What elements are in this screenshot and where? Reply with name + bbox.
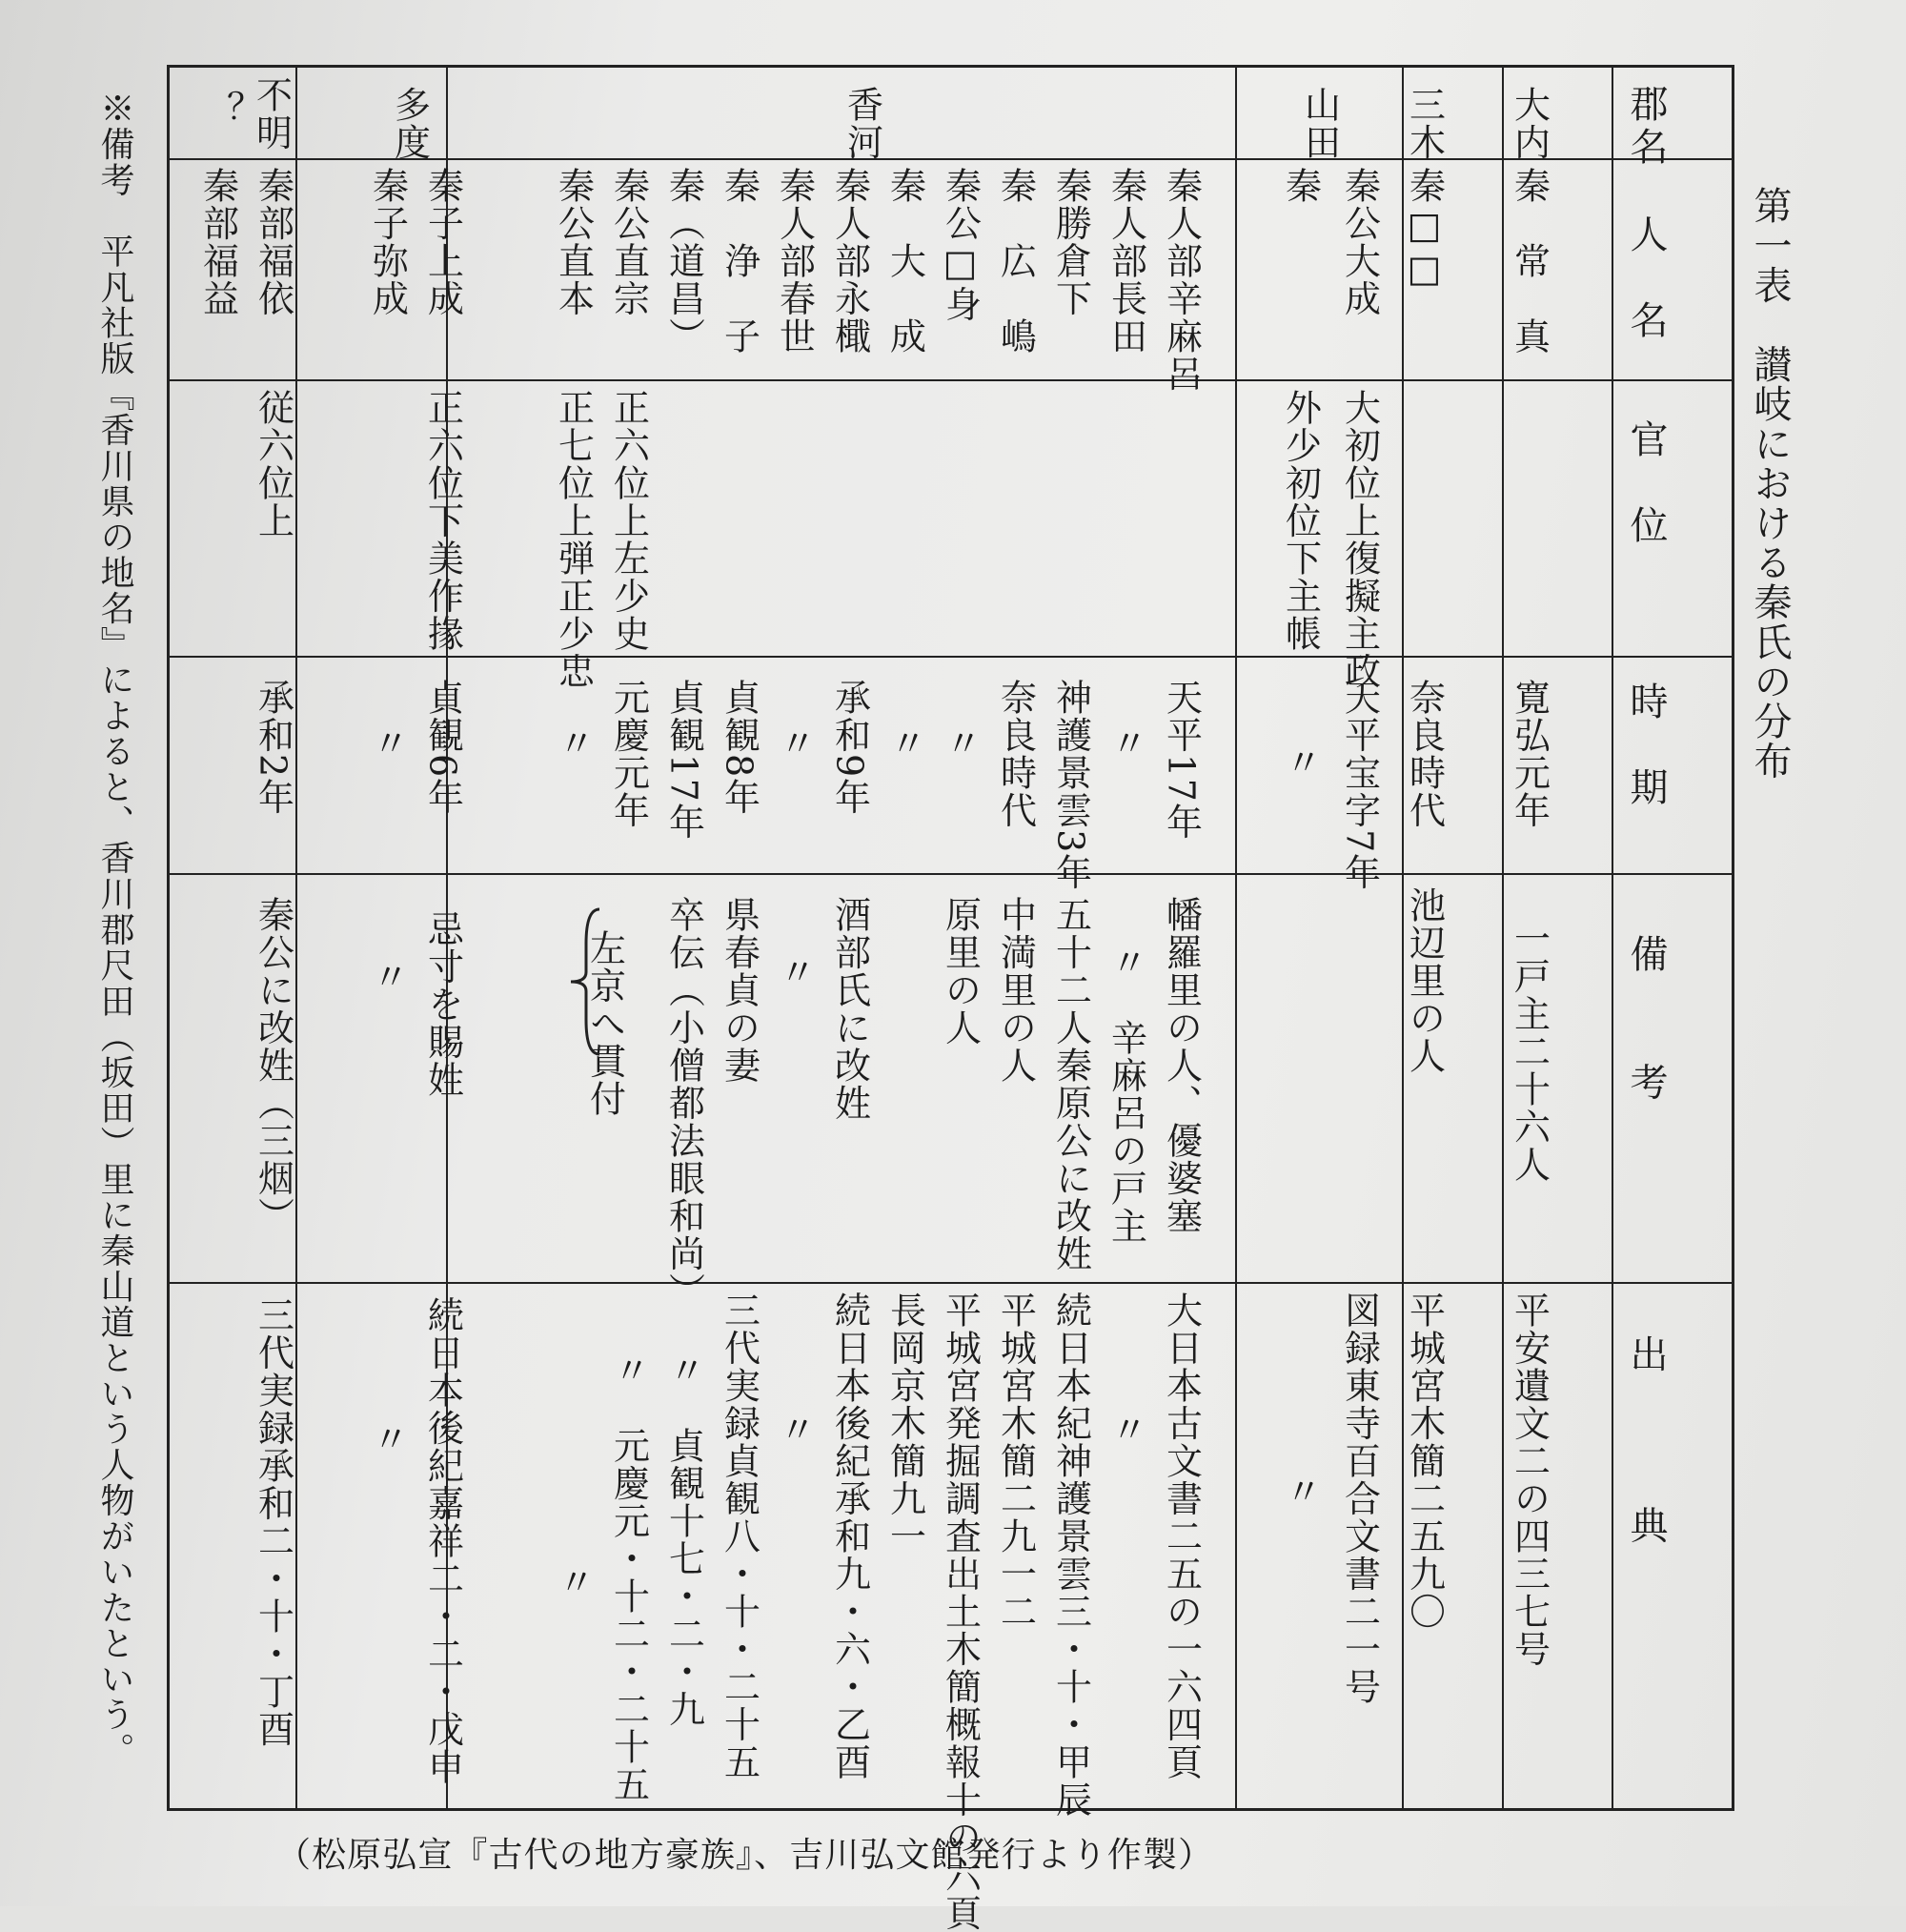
person-ouchi-0: 秦 常 真 [1508, 167, 1551, 356]
person-tado-0: 秦子上成 [421, 167, 464, 318]
source-kagawa-11: 〃 [552, 1563, 595, 1601]
notes-kagawa-7: 県春貞の妻 [718, 896, 760, 1085]
notes-kagawa-9: 左京へ貫付 [583, 929, 626, 1118]
rank-kagawa-1: 正七位上弾正少忠 [552, 389, 595, 691]
column-divider-miki [1502, 68, 1504, 1809]
header-source: 出 典 [1624, 1334, 1668, 1548]
notes-miki-0: 池辺里の人 [1403, 886, 1446, 1075]
person-yamada-0: 秦公大成 [1338, 167, 1381, 318]
period-kagawa-3: 奈良時代 [994, 679, 1037, 830]
period-kagawa-10: 元慶元年 [607, 679, 650, 830]
rank-tado-0: 正六位下美作掾 [421, 389, 464, 653]
person-kagawa-3: 秦 広 嶋 [994, 167, 1037, 356]
rank-yamada-0: 大初位上復擬主政 [1338, 389, 1381, 691]
person-kagawa-7: 秦人部春世 [773, 167, 816, 356]
period-tado-1: 〃 [366, 724, 409, 763]
notes-kagawa-8: 卒伝（小僧都法眼和尚） [662, 896, 705, 1311]
source-kagawa-7: 〃 [773, 1411, 816, 1449]
source-tado-1: 〃 [366, 1420, 409, 1458]
period-kagawa-6: 承和9年 [828, 679, 871, 817]
source-kagawa-3: 平城宮木簡二九一二 [994, 1291, 1037, 1631]
district-tado: 多度 [388, 86, 431, 162]
column-divider-unknown [295, 68, 297, 1809]
header-notes: 備 考 [1624, 934, 1668, 1106]
period-kagawa-1: 〃 [1105, 724, 1147, 763]
person-kagawa-1: 秦人部長田 [1105, 167, 1147, 356]
period-kagawa-5: 〃 [883, 724, 926, 763]
source-tado-0: 続日本後紀嘉祥二・二・戊申 [421, 1296, 464, 1786]
source-yamada-0: 図録東寺百合文書二一号 [1338, 1291, 1381, 1706]
source-kagawa-5: 長岡京木簡九一 [883, 1291, 926, 1556]
notes-tado-0: 忌寸を賜姓 [421, 910, 464, 1099]
bracket-icon [558, 905, 605, 1058]
person-unknown-1: 秦部福益 [196, 167, 239, 318]
district-ouchi: 大内 [1508, 86, 1551, 162]
period-kagawa-4: 〃 [939, 724, 982, 763]
period-tado-0: 貞観6年 [421, 679, 464, 817]
period-kagawa-8: 貞観8年 [718, 679, 760, 817]
header-period: 時 期 [1624, 681, 1668, 810]
person-miki-0: 秦□□ [1403, 167, 1446, 292]
table-title: 第一表 讃岐における秦氏の分布 [1748, 186, 1792, 781]
source-kagawa-10: 〃 元慶元・十二・二十五 [607, 1352, 650, 1804]
person-kagawa-10: 秦公直宗 [607, 167, 650, 318]
column-divider-ouchi [1612, 68, 1613, 1809]
period-ouchi-0: 寛弘元年 [1508, 679, 1551, 830]
person-unknown-0: 秦部福依 [252, 167, 294, 318]
source-credit: （松原弘宣『古代の地方豪族』、吉川弘文館発行より作製） [276, 1836, 1214, 1875]
rank-yamada-1: 外少初位下主帳 [1279, 389, 1322, 653]
person-kagawa-6: 秦人部永檝 [828, 167, 871, 356]
source-kagawa-1: 〃 [1105, 1411, 1147, 1449]
period-kagawa-2: 神護景雲3年 [1049, 679, 1092, 892]
period-yamada-1: 〃 [1279, 743, 1322, 782]
period-kagawa-0: 天平17年 [1160, 679, 1203, 841]
rank-kagawa-0: 正六位上左少史 [607, 389, 650, 653]
district-kagawa: 香河 [841, 86, 883, 162]
source-kagawa-0: 大日本古文書二五の一六四頁 [1160, 1291, 1203, 1781]
period-kagawa-9: 貞観17年 [662, 679, 705, 841]
notes-kagawa-4: 原里の人 [939, 896, 982, 1047]
row-divider-person-rank [170, 379, 1733, 381]
district-miki: 三木 [1403, 86, 1446, 162]
source-kagawa-2: 続日本紀神護景雲三・十・甲辰 [1049, 1291, 1092, 1820]
source-kagawa-4: 平城宮発掘調査出土木簡概報十の六頁 [939, 1291, 982, 1932]
source-kagawa-9: 〃 貞観十七・二・九 [662, 1352, 705, 1729]
notes-kagawa-0: 幡羅里の人、優婆塞 [1160, 896, 1203, 1235]
person-kagawa-0: 秦人部辛麻呂 [1160, 167, 1203, 394]
notes-kagawa-5: 酒部氏に改姓 [828, 896, 871, 1123]
source-yamada-1: 〃 [1279, 1473, 1322, 1511]
source-ouchi-0: 平安遺文二の四三七号 [1508, 1291, 1551, 1669]
notes-unknown-0: 秦公に改姓（三烟） [252, 896, 294, 1235]
rank-unknown-0: 従六位上 [252, 389, 294, 540]
row-divider-notes-source [170, 1282, 1733, 1284]
row-divider-period-notes [170, 873, 1733, 875]
column-divider-kagawa [1235, 68, 1237, 1809]
person-kagawa-9: 秦（道昌） [662, 167, 705, 356]
footnote-text: 平凡社版『香川県の地名』によると、香川郡尺田（坂田）里に秦山道という人物がいたという。 [95, 234, 134, 1768]
notes-kagawa-2: 五十二人秦原公に改姓 [1049, 896, 1092, 1273]
row-divider-rank-period [170, 656, 1733, 658]
district-unknown-mark: ？ [202, 91, 245, 129]
notes-tado-1: 〃 [366, 958, 409, 996]
header-rank: 官 位 [1624, 419, 1668, 548]
footnote-mark: ※備考 [95, 91, 134, 198]
source-miki-0: 平城宮木簡二五九〇 [1403, 1291, 1446, 1631]
period-miki-0: 奈良時代 [1403, 679, 1446, 830]
notes-kagawa-6: 〃 [773, 953, 816, 991]
header-district: 郡名 [1624, 84, 1668, 170]
district-unknown: 不明 [250, 76, 293, 153]
person-kagawa-4: 秦公□身 [939, 167, 982, 324]
person-yamada-1: 秦 [1279, 167, 1322, 205]
period-yamada-0: 天平宝字7年 [1338, 679, 1381, 892]
district-yamada: 山田 [1298, 86, 1341, 162]
period-unknown-0: 承和2年 [252, 679, 294, 817]
period-kagawa-7: 〃 [773, 724, 816, 763]
person-kagawa-11: 秦公直本 [552, 167, 595, 318]
person-kagawa-5: 秦 大 成 [883, 167, 926, 356]
person-tado-1: 秦子弥成 [366, 167, 409, 318]
notes-kagawa-1: 〃 辛麻呂の戸主 [1105, 944, 1147, 1246]
notes-ouchi-0: 一戸主二十六人 [1508, 920, 1551, 1184]
person-kagawa-2: 秦勝倉下 [1049, 167, 1092, 318]
notes-kagawa-3: 中満里の人 [994, 896, 1037, 1085]
person-kagawa-8: 秦 浄 子 [718, 167, 760, 356]
source-kagawa-8: 三代実録貞観八・十・二十五 [718, 1291, 760, 1781]
source-unknown-0: 三代実録承和二・十・丁酉 [252, 1296, 294, 1749]
period-kagawa-11: 〃 [552, 724, 595, 763]
header-person: 人 名 [1624, 214, 1668, 343]
source-kagawa-6: 続日本後紀承和九・六・乙酉 [828, 1291, 871, 1781]
